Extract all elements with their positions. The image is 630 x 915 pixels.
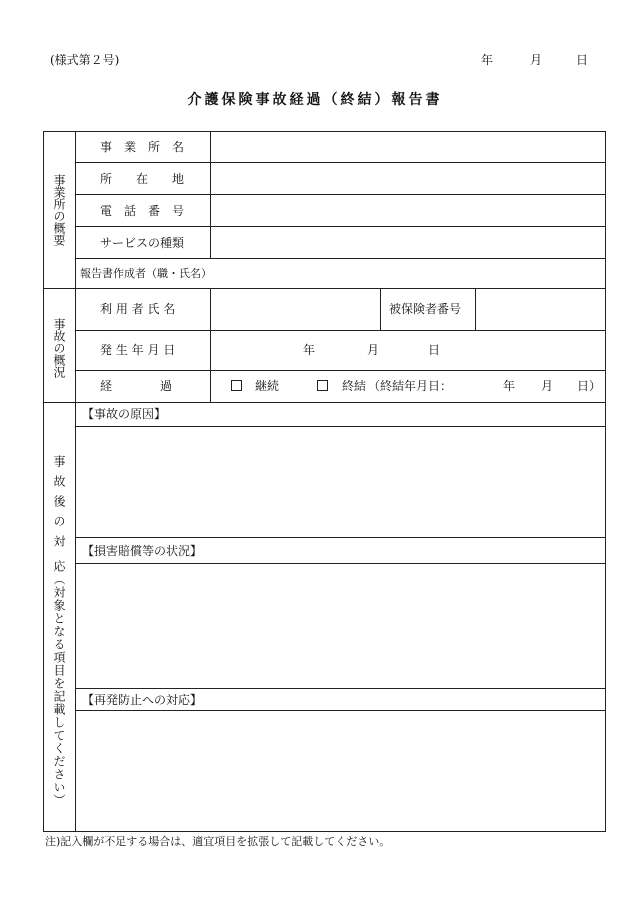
section-accident-label: 事故の概況	[52, 318, 66, 378]
header-date-day: 日	[576, 53, 589, 67]
section-response-note: 応（対象となる項目を記載してください）	[52, 560, 66, 807]
cause-heading: 【事故の原因】	[82, 407, 167, 421]
cause-field[interactable]	[76, 427, 605, 537]
occurred-day-unit: 日	[428, 343, 441, 357]
prevention-heading: 【再発防止への対応】	[82, 693, 203, 707]
end-option-label: 終結	[342, 379, 367, 393]
progress-label: 経 過	[100, 379, 173, 393]
footnote: 注)記入欄が不足する場合は、適宜項目を拡張して記載してください。	[45, 835, 391, 848]
occurred-year-unit: 年	[303, 343, 316, 357]
header-date-year: 年	[481, 53, 494, 67]
office-phone-field[interactable]	[211, 195, 605, 226]
service-type-field[interactable]	[211, 227, 605, 258]
occurred-date-label: 発 生 年 月 日	[100, 343, 176, 357]
insured-number-field[interactable]	[476, 289, 605, 330]
office-address-label: 所 在 地	[100, 172, 185, 186]
continue-option-label: 継続	[255, 379, 280, 393]
prevention-field[interactable]	[76, 711, 605, 831]
compensation-heading: 【損害賠償等の状況】	[82, 544, 203, 558]
reporter-label: 報告書作成者（職・氏名）	[80, 267, 212, 280]
user-name-label: 利 用 者 氏 名	[100, 302, 176, 316]
office-name-field[interactable]	[211, 132, 605, 162]
end-date-label: （終結年月日：	[368, 379, 453, 393]
reporter-field[interactable]	[211, 259, 605, 288]
occurred-month-unit: 月	[367, 343, 380, 357]
end-year-unit: 年	[503, 379, 516, 393]
continue-checkbox[interactable]	[231, 380, 242, 391]
service-type-label: サービスの種類	[100, 236, 185, 250]
header-date-month: 月	[530, 53, 543, 67]
end-month-unit: 月	[541, 379, 554, 393]
end-checkbox[interactable]	[317, 380, 328, 391]
insured-number-label: 被保険者番号	[389, 302, 462, 316]
page-title: 介護保険事故経過（終結）報告書	[187, 92, 443, 108]
end-day-unit: 日）	[577, 379, 602, 393]
office-address-field[interactable]	[211, 163, 605, 194]
section-response-label: 事故後の対	[52, 455, 66, 555]
section-office-label: 事業所の概要	[52, 174, 66, 246]
form-number: (様式第２号)	[50, 53, 120, 67]
user-name-field[interactable]	[211, 289, 380, 330]
office-phone-label: 電 話 番 号	[100, 204, 185, 218]
office-name-label: 事 業 所 名	[100, 140, 185, 154]
compensation-field[interactable]	[76, 564, 605, 688]
